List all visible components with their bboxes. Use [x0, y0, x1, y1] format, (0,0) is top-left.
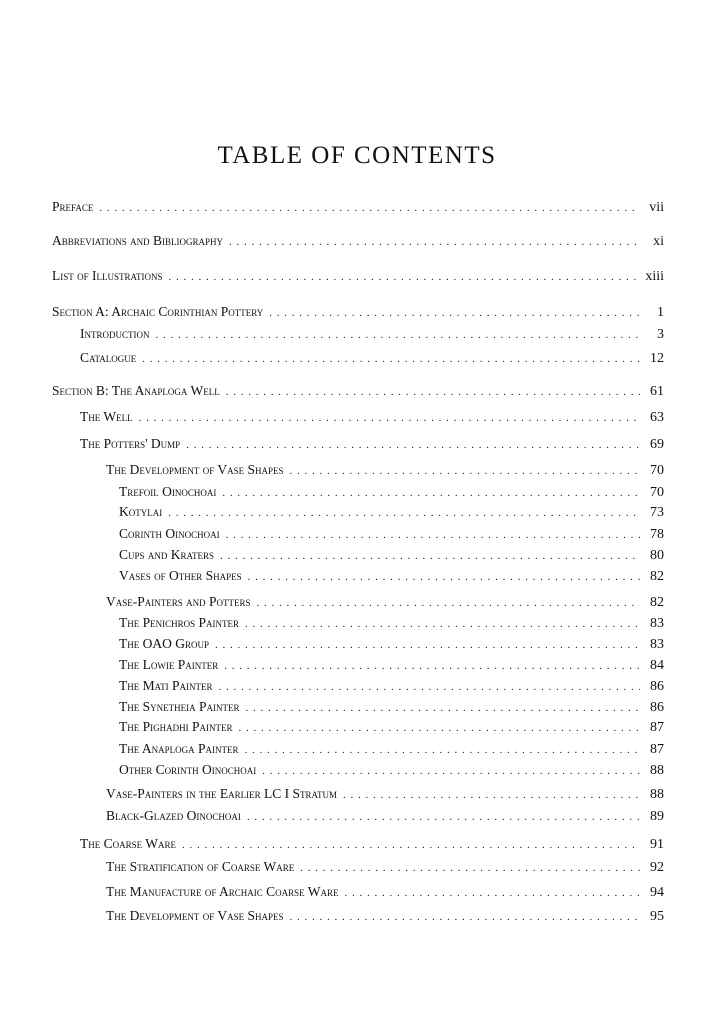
toc-entry — [106, 462, 664, 482]
toc-entry-page: 73 — [650, 505, 664, 520]
dot-leader — [182, 839, 640, 851]
dot-leader — [344, 887, 640, 899]
toc-entry-label: The Development of Vase Shapes — [106, 462, 284, 477]
toc-entry-page: 87 — [650, 720, 664, 735]
dot-leader — [169, 271, 640, 283]
toc-entry-label: The Mati Painter — [119, 678, 213, 693]
dot-leader — [139, 412, 640, 424]
toc-entry-page: 94 — [650, 885, 664, 900]
toc-entry-label: List of Illustrations — [52, 268, 163, 283]
dot-leader — [245, 618, 640, 630]
toc-entry-label: The Pighadhi Painter — [119, 719, 233, 734]
toc-entry-page: 70 — [650, 463, 664, 478]
toc-entry-page: 88 — [650, 763, 664, 778]
toc-entry-label: The Manufacture of Archaic Coarse Ware — [106, 884, 339, 899]
toc-entry — [119, 762, 664, 782]
page-title: TABLE OF CONTENTS — [217, 142, 497, 169]
toc-entry-page: 70 — [650, 485, 664, 500]
dot-leader — [226, 529, 640, 541]
toc-entry — [119, 741, 664, 761]
toc-entry — [52, 233, 664, 253]
toc-entry-page: 82 — [650, 595, 664, 610]
toc-entry-label: The Lowie Painter — [119, 657, 219, 672]
toc-entry — [119, 568, 664, 588]
toc-entry-page: xi — [653, 234, 664, 249]
toc-entry — [119, 636, 664, 656]
toc-entry-page: xiii — [645, 269, 664, 284]
dot-leader — [186, 439, 640, 451]
toc-entry-page: 63 — [650, 410, 664, 425]
dot-leader — [222, 487, 640, 499]
toc-entry-label: Black-Glazed Oinochoai — [106, 808, 241, 823]
dot-leader — [269, 307, 640, 319]
dot-leader — [215, 639, 640, 651]
toc-entry-label: The Penichros Painter — [119, 615, 240, 630]
toc-entry — [80, 350, 664, 370]
toc-entry — [80, 326, 664, 346]
toc-entry-page: 84 — [650, 658, 664, 673]
toc-entry-label: Introduction — [80, 326, 150, 341]
toc-entry — [119, 719, 664, 739]
toc-entry-page: 80 — [650, 548, 664, 563]
toc-entry-label: Cups and Kraters — [119, 547, 215, 562]
dot-leader — [239, 722, 641, 734]
dot-leader — [257, 597, 640, 609]
toc-entry-label: The Synetheia Painter — [119, 699, 240, 714]
toc-entry-label: The Anaploga Painter — [119, 741, 239, 756]
toc-entry-page: 95 — [650, 909, 664, 924]
dot-leader — [300, 862, 640, 874]
toc-entry-label: Kotylai — [119, 504, 163, 519]
toc-entry — [106, 594, 664, 614]
toc-entry-page: vii — [649, 200, 664, 215]
toc-entry-page: 1 — [657, 305, 664, 320]
toc-entry — [52, 383, 664, 403]
toc-entry-label: Vase-Painters and Potters — [106, 594, 251, 609]
toc-entry — [119, 657, 664, 677]
toc-entry — [80, 409, 664, 429]
toc-entry — [119, 615, 664, 635]
dot-leader — [219, 681, 641, 693]
dot-leader — [246, 702, 641, 714]
dot-leader — [220, 550, 640, 562]
toc-entry-label: Preface — [52, 199, 94, 214]
toc-entry — [80, 836, 664, 856]
toc-entry-label: The Well — [80, 409, 133, 424]
toc-entry — [52, 268, 664, 288]
toc-entry-label: The Potters' Dump — [80, 436, 181, 451]
dot-leader — [229, 236, 640, 248]
toc-entry-page: 83 — [650, 637, 664, 652]
toc-entry-label: The Coarse Ware — [80, 836, 177, 851]
toc-entry — [119, 484, 664, 504]
dot-leader — [262, 765, 640, 777]
dot-leader — [226, 386, 640, 398]
toc-entry-page: 86 — [650, 700, 664, 715]
toc-entry-page: 86 — [650, 679, 664, 694]
dot-leader — [247, 811, 640, 823]
toc-entry-label: The Development of Vase Shapes — [106, 908, 284, 923]
toc-entry-label: Corinth Oinochoai — [119, 526, 220, 541]
toc-entry — [106, 884, 664, 904]
toc-entry — [106, 808, 664, 828]
toc-entry-page: 83 — [650, 616, 664, 631]
toc-entry — [119, 678, 664, 698]
toc-entry-label: Section B: The Anaploga Well — [52, 383, 220, 398]
toc-entry-label: Other Corinth Oinochoai — [119, 762, 257, 777]
toc-entry-page: 88 — [650, 787, 664, 802]
toc-entry-label: Section A: Archaic Corinthian Pottery — [52, 304, 264, 319]
toc-entry-page: 91 — [650, 837, 664, 852]
dot-leader — [142, 353, 640, 365]
toc-entry-page: 87 — [650, 742, 664, 757]
dot-leader — [290, 465, 640, 477]
toc-entry — [80, 436, 664, 456]
toc-entry — [119, 547, 664, 567]
dot-leader — [343, 789, 640, 801]
toc-entry-label: The Stratification of Coarse Ware — [106, 859, 295, 874]
toc-entry-label: Vases of Other Shapes — [119, 568, 242, 583]
toc-entry — [106, 786, 664, 806]
dot-leader — [224, 660, 640, 672]
toc-entry-page: 92 — [650, 860, 664, 875]
toc-entry-page: 3 — [657, 327, 664, 342]
toc-entry-label: Abbreviations and Bibliography — [52, 233, 224, 248]
toc-entry-page: 12 — [650, 351, 664, 366]
dot-leader — [156, 329, 641, 341]
toc-entry — [119, 504, 664, 524]
dot-leader — [248, 571, 640, 583]
toc-entry — [119, 526, 664, 546]
toc-entry-label: Trefoil Oinochoai — [119, 484, 217, 499]
toc-entry-page: 82 — [650, 569, 664, 584]
toc-entry — [52, 199, 664, 219]
dot-leader — [290, 911, 640, 923]
toc-entry-page: 89 — [650, 809, 664, 824]
toc-entry-page: 61 — [650, 384, 664, 399]
toc-entry-label: Catalogue — [80, 350, 137, 365]
toc-entry — [106, 859, 664, 879]
toc-entry — [52, 304, 664, 324]
toc-entry-page: 78 — [650, 527, 664, 542]
toc-entry-label: Vase-Painters in the Earlier LC I Stratum — [106, 786, 337, 801]
toc-entry — [119, 699, 664, 719]
dot-leader — [245, 744, 640, 756]
toc-entry — [106, 908, 664, 928]
dot-leader — [99, 202, 640, 214]
toc-entry-label: The OAO Group — [119, 636, 209, 651]
dot-leader — [168, 507, 640, 519]
toc-entry-page: 69 — [650, 437, 664, 452]
